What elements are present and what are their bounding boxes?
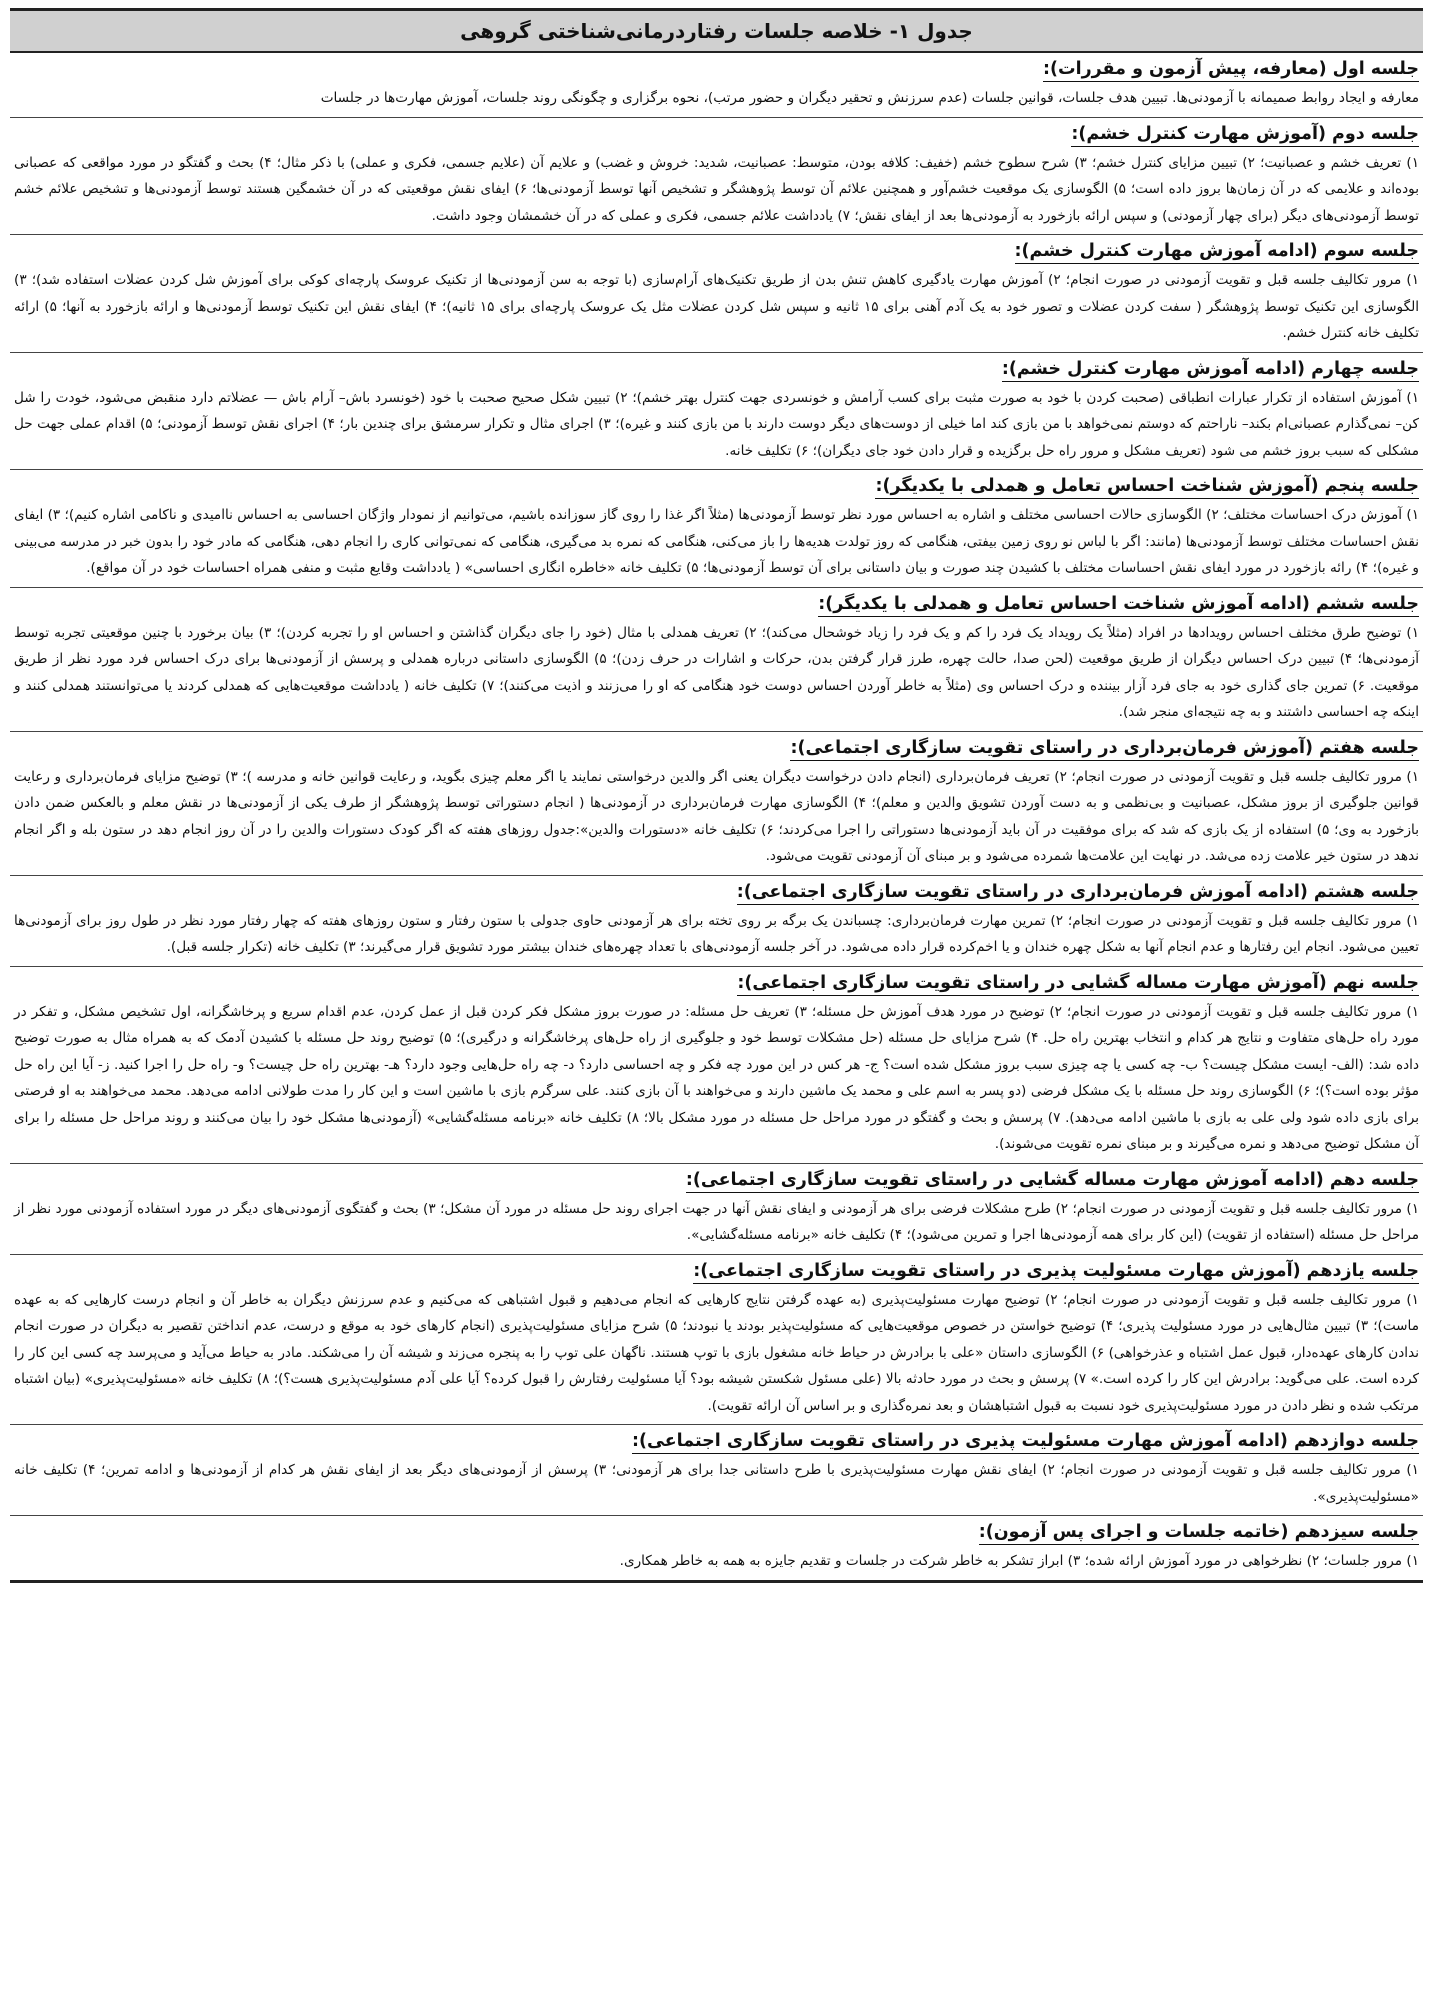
session-title: جلسه هفتم (آموزش فرمان‌برداری در راستای تقویت سازگاری اجتماعی): (790, 736, 1419, 761)
session-body: ۱) مرور تکالیف جلسه قبل و تقویت آزمودنی در صورت انجام؛ ۲) آموزش مهارت یادگیری کاهش تنش بدن از طریق تکنیک‌های آرام‌سازی (با توجه به سن آزمودنی‌ها از تکنیک عروسک پارچه‌ای کوکی برای آموزش شل کردن عضلات استفاده شد)؛ ۳) الگوسازی این تکنیک توسط پژوهشگر ( سفت کردن عضلات و تصور خود به یک آدم آهنی برای ۱۵ ثانیه و سپس شل کردن عضلات مثل یک عروسک پارچه‌ای برای ۱۵ ثانیه)؛ ۴) ایفای نقش این تکنیک توسط آزمودنی‌ها و ارائه بازخورد به آنها؛ ۵) ارائه تکلیف خانه کنترل خشم. (14, 272, 1420, 341)
session-title: جلسه سوم (ادامه آموزش مهارت کنترل خشم): (1015, 239, 1419, 264)
session-body: ۱) مرور تکالیف جلسه قبل و تقویت آزمودنی در صورت انجام؛ ۲) ایفای نقش مهارت مسئولیت‌پذیری با طرح داستانی جدا برای هر آزمودنی؛ ۳) پرسش از آزمودنی‌های دیگر بعد از ایفای نقش هر کدام از آزمودنی‌ها و ادامه تمرین؛ ۴) تکلیف خانه «مسئولیت‌پذیری». (14, 1462, 1419, 1505)
session-body: ۱) مرور تکالیف جلسه قبل و تقویت آزمودنی در صورت انجام؛ ۲) توضیح در مورد هدف آموزش حل مسئله؛ ۳) تعریف حل مسئله: در صورت بروز مشکل فکر کردن قبل از عمل کردن، عدم اقدام سریع و پرخاشگرانه، اول تشخیص مشکل، و تفکر در مورد راه حل‌های متفاوت و نتایج هر کدام و انتخاب بهترین راه حل. ۴) شرح مزایای حل مسئله (حل مشکلات توسط خود و جلوگیری از راه حل‌های پرخاشگرانه و درگیری)؛ ۵) توضیح روند حل مسئله با کشیدن آدمک که به همراه مثال به صورت توضیح داده شد: (الف- ایست مشکل چیست؟ ب- چه کسی یا چه چیزی سبب بروز مشکل شده است؟ ج- هر کس در این مورد چه فکر و چه احساسی دارد؟ د- چه راه حل‌هایی وجود دارد؟ هـ- بهترین راه حل چیست؟ و- راه حل را اجرا کنید. ز- آیا این راه حل مؤثر بوده است؟)؛ ۶) الگوسازی روند حل مسئله با یک مشکل فرضی (دو پسر به اسم علی و محمد یک ماشین دارند و می‌خواهند با آن بازی کنند. علی سرگرم بازی با ماشین است و این کار را مدت طولانی ادامه می‌دهد. محمد می‌خواهند به او فرصتی برای بازی داده شود ولی علی به بازی با ماشین ادامه می‌دهد). ۷) پرسش و بحث و گفتگو در مورد مراحل حل مسئله در مورد مشکل بالا؛ ۸) تکلیف خانه «برنامه مسئله‌گشایی» (آزمودنی‌ها مشکل خود را بیان می‌کنند و روند مراحل حل مسئله را برای آن مشکل توضیح می‌دهد و نمره می‌گیرند و بر مبنای نمره تقویت می‌شوند). (14, 1003, 1420, 1152)
session-title: جلسه هشتم (ادامه آموزش فرمان‌برداری در راستای تقویت سازگاری اجتماعی): (737, 880, 1419, 905)
session-13 (10, 1516, 1423, 1583)
session-title: جلسه دهم (ادامه آموزش مهارت مساله گشایی در راستای تقویت سازگاری اجتماعی): (686, 1168, 1419, 1193)
session-title: جلسه پنجم (آموزش شناخت احساس تعامل و همدلی با یکدیگر): (875, 474, 1419, 499)
session-body: ۱) مرور تکالیف جلسه قبل و تقویت آزمودنی در صورت انجام؛ ۲) تعریف فرمان‌برداری (انجام دادن درخواست دیگران یعنی اگر والدین درخواستی نمایند یا اگر معلم چیزی بگوید، و رعایت قوانین خانه و مدرسه )؛ ۳) توضیح مزایای فرمان‌برداری و رعایت قوانین جلوگیری از بروز مشکل، عصبانیت و بی‌نظمی و به دست آوردن تشویق والدین و معلم)؛ ۴) الگوسازی مهارت فرمان‌برداری در آزمودنی‌ها ( انجام دستوراتی توسط پژوهشگر از طرف یکی از آزمودنی‌ها در نقش معلم و بالعکس ضمن دادن بازخورد به وی؛ ۵) استفاده از یک بازی که شد که برای موفقیت در آن باید آزمودنی‌ها دستوراتی را اجرا می‌کردند؛ ۶) تکلیف خانه «دستورات والدین»:جدول روزهای هفته که اگر کودک دستورات والدین را در آن روز انجام دهد در ستون بله و اگر انجام ندهد در ستون خیر علامت زده می‌شد. در نهایت این علامت‌ها شمرده می‌شود و بر مبنای آن آزمودنی تقویت می‌شود. (14, 768, 1420, 864)
session-body: ۱) مرور تکالیف جلسه قبل و تقویت آزمودنی در صورت انجام؛ ۲) طرح مشکلات فرضی برای هر آزمودنی و ایفای نقش آنها در جهت اجرای روند حل مسئله در مورد آن مشکل؛ ۳) بحث و گفتگوی آزمودنی‌های دیگر در مورد استفاده آزمودنی مورد نظر از مراحل حل مسئله (استفاده از تقویت) (این کار برای همه آزمودنی‌ها اجرا و تمرین می‌شود)؛ ۴) تکلیف خانه «برنامه مسئله‌گشایی». (14, 1200, 1419, 1243)
document-page (10, 8, 1423, 1583)
session-10 (10, 1164, 1423, 1255)
session-title: جلسه سیزدهم (خاتمه جلسات و اجرای پس آزمون): (979, 1520, 1419, 1545)
session-1 (10, 53, 1423, 118)
session-12 (10, 1425, 1423, 1516)
session-11 (10, 1255, 1423, 1426)
session-7 (10, 732, 1423, 876)
session-body: معارفه و ایجاد روابط صمیمانه با آزمودنی‌ها. تبیین هدف جلسات، قوانین جلسات (عدم سرزنش و تحقیر دیگران و حضور مرتب)، نحوه برگزاری و چگونگی روند جلسات، آموزش مهارت‌ها در جلسات (320, 90, 1419, 106)
session-body: ۱) توضیح طرق مختلف احساس رویدادها در افراد (مثلاً یک رویداد یک فرد را کم و یک فرد را زیاد خوشحال می‌کند)؛ ۲) تعریف همدلی با مثال (خود را جای دیگران گذاشتن و احساس او را تجربه کردن)؛ ۳) بیان برخورد با چنین موقعیتی تجربه توسط آزمودنی‌ها؛ ۴) تبیین درک احساس دیگران از طریق موقعیت (لحن صدا، حالت چهره، طرز قرار گرفتن بدن، حرکات و اشارات در حرف زدن)؛ ۵) الگوسازی داستانی درباره همدلی و پرسش از آزمودنی‌ها برای درک احساس فرد مورد نظر از طریق موقعیت. ۶) تمرین جای گذاری خود به جای فرد آزار بیننده و درک احساس وی (مثلاً به خاطر آوردن احساس دوست خود هنگامی که او را می‌زنند و اذیت می‌کنند)؛ ۷) تکلیف خانه ( یادداشت موقعیت‌هایی که همدلی کردند یا می‌توانستند همدلی کنند و اینکه چه احساسی داشتند و به چه نتیجه‌ای منجر شد). (14, 624, 1420, 720)
session-body: ۱) مرور تکالیف جلسه قبل و تقویت آزمودنی در صورت انجام؛ ۲) تمرین مهارت فرمان‌برداری: چسباندن یک برگه بر روی تخته برای هر آزمودنی حاوی جدولی با ستون رفتار و ستون روزهای هفته که چهار رفتار مورد نظر در طول روز برای آزمودنی‌ها تعیین می‌شود. انجام این رفتارها و عدم انجام آنها به شکل چهره خندان و یا اخم‌کرده قرار داده می‌شود. در آخر جلسه آزمودنی‌های با تعداد چهره‌های خندان بیشتر مورد تشویق قرار می‌گیرند؛ ۳) تکلیف خانه (تکرار جلسه قبل). (14, 912, 1419, 955)
table-title: جدول ۱- خلاصه جلسات رفتاردرمانی‌شناختی گروهی (10, 8, 1423, 53)
session-title: جلسه دوازدهم (ادامه آموزش مهارت مسئولیت پذیری در راستای تقویت سازگاری اجتماعی): (632, 1429, 1419, 1454)
session-title: جلسه چهارم (ادامه آموزش مهارت کنترل خشم): (1002, 357, 1419, 382)
session-body: ۱) آموزش درک احساسات مختلف؛ ۲) الگوسازی حالات احساسی مختلف و اشاره به احساس مورد نظر توسط آزمودنی‌ها (مثلاً اگر غذا را روی گاز سوزانده باشیم، می‌توانیم از نمودار واژگان احساسی به احساس ناامیدی و ناکامی اشاره کنیم)؛ ۳) ایفای نقش احساسات مختلف توسط آزمودنی‌ها (مانند: اگر با لباس نو روی زمین بیفتی، هنگامی که روز تولدت هدیه‌ها را باز می‌کنی، هنگامی که نمره بد می‌گیری، هنگامی که نمی‌توانی کاری را انجام دهی، هنگامی که مادر خود را بدون خبر در مدرسه می‌بینی و غیره)؛ ۴) رائه بازخورد در مورد ایفای نقش احساسات مختلف با کشیدن چند صورت و بیان داستانی برای آن توسط آزمودنی‌ها؛ ۵) تکلیف خانه «خاطره انگاری احساسی» ( یادداشت وقایع مثبت و منفی همراه احساسات خود در آن مواقع). (14, 507, 1420, 576)
session-title: جلسه دوم (آموزش مهارت کنترل خشم): (1071, 122, 1419, 147)
session-body: ۱) آموزش استفاده از تکرار عبارات انطباقی (صحبت کردن با خود به صورت مثبت برای کسب آرامش و خونسردی جهت کنترل بهتر خشم)؛ ۲) تبیین شکل صحیح صحبت با خود (خونسرد باش– آرام باش — عضلاتم دارد منقبض می‌شود، خودت را شل کن– نمی‌گذارم عصبانی‌ام بکند– ناراحتم که دوستم نمی‌خواهد با من بازی کند اما خیلی از دوست‌های دیگر دوست دارند با من بازی کنند و غیره)؛ ۳) اجرای مثال و تکرار سرمشق برای چندین بار؛ ۴) اجرای نقش توسط آزمودنی؛ ۵) اقدام عملی جهت حل مشکلی که سبب بروز خشم می شود (تعریف مشکل و مرور راه حل برگزیده و قرار دادن خود جای دیگران)؛ ۶) تکلیف خانه. (14, 389, 1419, 459)
session-title: جلسه اول (معارفه، پیش آزمون و مقررات): (1043, 57, 1419, 82)
session-6 (10, 588, 1423, 732)
session-body: ۱) تعریف خشم و عصبانیت؛ ۲) تبیین مزایای کنترل خشم؛ ۳) شرح سطوح خشم (خفیف: کلافه بودن، متوسط: عصبانیت، شدید: خروش و غضب) و علایم آن (علایم جسمی، فکری و عملی) با ذکر مثال؛ ۴) بحث و گفتگو در مورد مواقعی که عصبانی بوده‌اند و علایمی که در آن زمان‌ها بروز داده است؛ ۵) الگوسازی یک موقعیت خشم‌آور و همچنین علائم آن توسط پژوهشگر و تشخیص آنها توسط آزمودنی‌ها؛ ۶) ایفای نقش موقعیتی که در آن خشمگین هستند توسط آزمودنی‌ها و تشخیص علائم خشم توسط آزمودنی‌های دیگر (برای چهار آزمودنی) و سپس ارائه بازخورد به آزمودنی‌ها بعد از ایفای نقش؛ ۷) یادداشت علائم جسمی، فکری و عملی که در آن خشمشان وجود داشت. (14, 154, 1419, 224)
session-body: ۱) مرور جلسات؛ ۲) نظرخواهی در مورد آموزش ارائه شده؛ ۳) ابراز تشکر به خاطر شرکت در جلسات و تقدیم جایزه به همه به خاطر همکاری. (619, 1553, 1419, 1569)
session-title: جلسه یازدهم (آموزش مهارت مسئولیت پذیری در راستای تقویت سازگاری اجتماعی): (693, 1259, 1419, 1284)
sessions-list (10, 53, 1423, 1583)
session-4 (10, 353, 1423, 471)
session-title: جلسه ششم (ادامه آموزش شناخت احساس تعامل و همدلی با یکدیگر): (818, 592, 1419, 617)
session-title: جلسه نهم (آموزش مهارت مساله گشایی در راستای تقویت سازگاری اجتماعی): (737, 971, 1419, 996)
session-body: ۱) مرور تکالیف جلسه قبل و تقویت آزمودنی در صورت انجام؛ ۲) توضیح مهارت مسئولیت‌پذیری (به عهده گرفتن نتایج کارهایی که انجام می‌دهیم و قبول اشتباهی که می‌کنیم و عدم سرزنش دیگران به خاطر آن و انجام درست کارهایی که به عهده ماست)؛ ۳) تبیین مثال‌هایی در مورد مسئولیت پذیری؛ ۴) توضیح خواستن در خصوص موقعیت‌هایی که مسئولیت‌پذیر بودند یا نبودند؛ ۵) شرح مزایای مسئولیت‌پذیری (انجام کارهای خود به موقع و درست، عدم انداختن تقصیر به دیگران در صورت انجام ندادن کارهای عهده‌دار، قبول عمل اشتباه و عذرخواهی) ۶) الگوسازی داستان «علی با برادرش در حیاط خانه مشغول بازی با توپ هستند. ناگهان علی توپ را به پنجره می‌زند و شیشه آن را می‌شکند. مادر به حیاط می‌آید و می‌پرسد چه کسی این کار را کرده است. علی می‌گوید: برادرش این کار را کرده است.» ۷) پرسش و بحث در مورد حادثه بالا (علی مسئول شکستن شیشه بود؟ آیا مسئولیت رفتارش را قبول کرده؟ آیا علی آدم مسئولیت‌پذیری هست؟)؛ ۸) تکلیف خانه «مسئولیت‌پذیری» (بیان اشتباه مرتکب شده و نظر دادن در مورد مسئولیت‌پذیری خود نسبت به قبول اشتباهشان و بعد نمره‌گذاری و بر اساس آن ارائه تقویت). (14, 1291, 1419, 1414)
session-2 (10, 118, 1423, 236)
session-9 (10, 967, 1423, 1164)
session-3 (10, 235, 1423, 353)
session-8 (10, 876, 1423, 967)
session-5 (10, 470, 1423, 588)
